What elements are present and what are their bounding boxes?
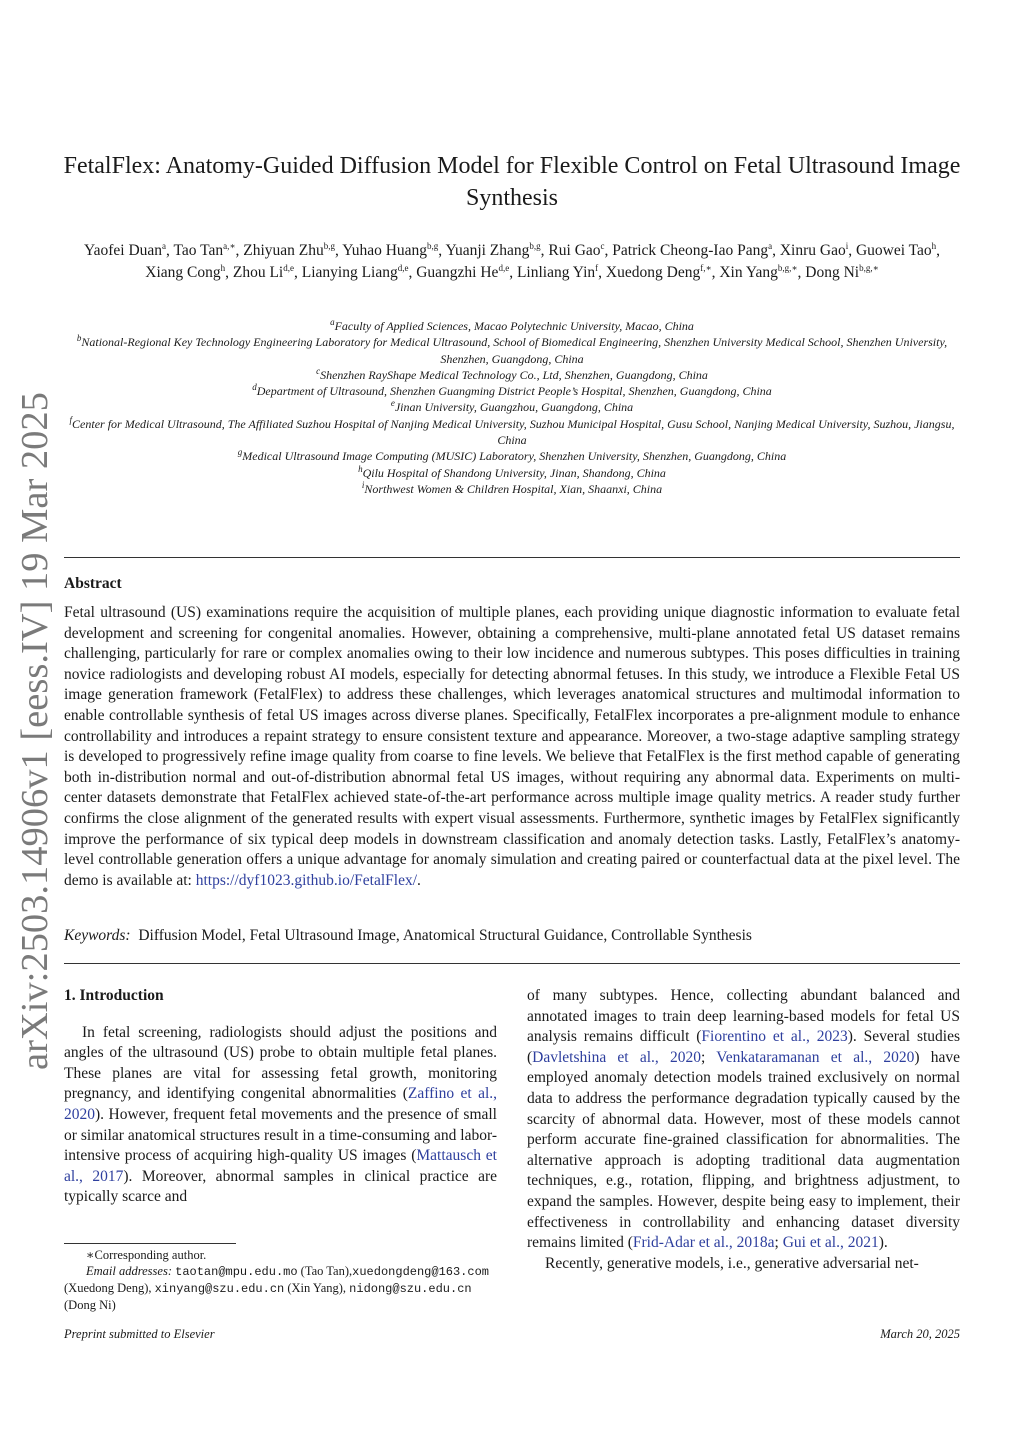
- keywords: [64, 927, 960, 945]
- author: Xin Yang$^{b,g,∗}$: [719, 262, 798, 281]
- author: Xinru Gao$^i$: [779, 240, 849, 259]
- affiliation-key: f: [69, 414, 73, 425]
- citation-link[interactable]: Davletshina et al., 2020: [532, 1048, 702, 1066]
- paper-title: FetalFlex: Anatomy-Guided Diffusion Model for Flexible Control on Fetal Ultrasound Image Synthesis: [63, 153, 961, 211]
- citation-link[interactable]: Venkataramanan et al., 2020: [716, 1048, 915, 1066]
- affiliation: $^e$Jinan University, Guangzhou, Guangdong, China: [390, 398, 634, 415]
- author-affiliation-mark: b,g,∗: [777, 262, 798, 273]
- email-address[interactable]: xinyang@szu.edu.cn: [154, 1282, 285, 1296]
- author: Guowei Tao$^h$: [855, 240, 937, 259]
- affiliation: $^g$Medical Ultrasound Image Computing (MUSIC) Laboratory, Shenzhen University, Shenzhen, Guangdong, China: [237, 447, 787, 464]
- abstract-text: Fetal ultrasound (US) examinations require the acquisition of multiple planes, each providing unique diagnostic information to evaluate fetal development and screening for congenital anomalies. However, obtaining a comprehensive, multi-plane annotated fetal US dataset remains challenging, particularly for rare or complex anomalies owing to their low incidence and numerous subtypes. This poses difficulties in training novice radiologists and developing robust AI models, especially for detecting abnormal fetuses. In this study, we introduce a Flexible Fetal US image generation framework (FetalFlex) to address these challenges, which leverages anatomical structures and multimodal information to enable controllable synthesis of fetal US images across diverse planes. Specifically, FetalFlex incorporates a pre-alignment module to enhance controllability and introduces a repaint strategy to ensure consistent texture and appearance. Moreover, a two-stage adaptive sampling strategy is developed to progressively refine image quality from coarse to fine levels. We believe that FetalFlex is the first method capable of generating both in-distribution normal and out-of-distribution abnormal fetal US images, without requiring any abnormal data. Experiments on multi-center datasets demonstrate that FetalFlex achieved state-of-the-art performance across multiple image quality metrics. A reader study further confirms the close alignment of the generated results with expert visual assessments. Furthermore, synthetic images by FetalFlex significantly improve the performance of six typical deep models in downstream classification and anomaly detection tasks. Lastly, FetalFlex’s anatomy-level controllable generation offers a unique advantage for anomaly simulation and creating paired or counterfactual data at the pixel level. The demo is available at:: [64, 604, 960, 889]
- affiliation-key: c: [316, 365, 321, 376]
- author-affiliation-mark: f,∗: [700, 262, 712, 273]
- email-note: Email addresses: taotan@mpu.edu.mo (Tao Tan),xuedongdeng@163.com (Xuedong Deng), xinyang@szu.edu.cn (Xin Yang), nidong@szu.edu.cn (Dong Ni): [64, 1264, 489, 1312]
- affiliation: $^a$Faculty of Applied Sciences, Macao Polytechnic University, Macao, China: [330, 317, 694, 333]
- author-affiliation-mark: b,g: [427, 240, 439, 251]
- author-affiliation-mark: d,e: [283, 262, 294, 273]
- author: Tao Tan$^{a,∗}$: [173, 240, 236, 259]
- author: Dong $Ni^{b,g,∗}$: [805, 262, 879, 281]
- author-affiliation-mark: f: [595, 262, 599, 273]
- abstract-heading: Abstract: [64, 575, 122, 592]
- email-address[interactable]: xuedongdeng@163.com: [352, 1265, 489, 1279]
- author-list: Yaofei Duan$^a$, Tao Tan$^{a,∗}$, Zhiyuan Zhu$^{b,g}$, Yuhao Huang$^{b,g}$, Yuanji Zhang$^{b,g}$, Rui Gao$^c$, Patrick Cheong-Iao Pang$^a$, Xinru Gao$^i$, Guowei Tao$^h$, Xiang Cong$^h$, Zhou Li$^{d,e}$, Lianying Liang$^{d,e}$, Guangzhi He$^{d,e}$, Linliang Yin$^f$, Xuedong Deng$^{f,∗}$, Xin Yang$^{b,g,∗}$, Dong $Ni^{b,g,∗}$: [83, 240, 941, 281]
- author-affiliation-mark: h: [220, 262, 226, 273]
- author-affiliation-mark: b,g: [529, 240, 541, 251]
- affiliation-key: b: [76, 333, 82, 344]
- author: Zhiyuan Zhu$^{b,g}$: [243, 240, 336, 259]
- affiliation-key: g: [237, 447, 243, 458]
- email-address[interactable]: taotan@mpu.edu.mo: [175, 1265, 298, 1279]
- footnote-rule: [64, 1243, 236, 1244]
- citation-link[interactable]: Frid-Adar et al., 2018a: [632, 1234, 775, 1252]
- footer-date: March 20, 2025: [880, 1327, 960, 1341]
- affiliation: $^i$Northwest Women & Children Hospital, Xian, Shaanxi, China: [361, 479, 663, 496]
- affiliation: $^b$National-Regional Key Technology Engineering Laboratory for Medical Ultrasound, School of Biomedical Engineering, Shenzhen University Medical School, Shenzhen University, Shenzhen, Guangdong, China: [76, 333, 948, 366]
- author: Yaofei Duan$^a$: [83, 240, 167, 259]
- affiliation: $^c$Shenzhen RayShape Medical Technology Co., Ltd, Shenzhen, Guangdong, China: [316, 365, 708, 382]
- corresponding-note: ∗Corresponding author.: [86, 1248, 207, 1262]
- author-affiliation-mark: c: [600, 240, 605, 251]
- footnotes: [64, 1247, 497, 1313]
- citation-link[interactable]: Gui et al., 2021: [782, 1234, 879, 1252]
- author-affiliation-mark: d,e: [397, 262, 409, 273]
- keywords-text: Diffusion Model, Fetal Ultrasound Image, Anatomical Structural Guidance, Controllable Synthesis: [138, 927, 752, 944]
- demo-link[interactable]: https://dyf1023.github.io/FetalFlex/: [195, 871, 418, 889]
- citation-link[interactable]: Zaffino et al., 2020: [64, 1085, 498, 1123]
- citation-link[interactable]: Mattausch et al., 2017: [64, 1147, 497, 1185]
- abstract-body: Fetal ultrasound (US) examinations require the acquisition of multiple planes, each providing unique diagnostic information to evaluate fetal development and screening for congenital anomalies. However, obtaining a comprehensive, multi-plane annotated fetal US dataset remains challenging, particularly for rare or complex anomalies owing to their low incidence and numerous subtypes. This poses difficulties in training novice radiologists and developing robust AI models, especially for detecting abnormal fetuses. In this study, we introduce a Flexible Fetal US image generation framework (FetalFlex) to address these challenges, which leverages anatomical structures and multimodal information to enable controllable synthesis of fetal US images across diverse planes. Specifically, FetalFlex incorporates a pre-alignment module to enhance controllability and introduces a repaint strategy to ensure consistent texture and appearance. Moreover, a two-stage adaptive sampling strategy is developed to progressively refine image quality from coarse to fine levels. We believe that FetalFlex is the first method capable of generating both in-distribution normal and out-of-distribution abnormal fetal US images, without requiring any abnormal data. Experiments on multi-center datasets demonstrate that FetalFlex achieved state-of-the-art performance across multiple image quality metrics. A reader study further confirms the close alignment of the generated results with expert visual assessments. Furthermore, synthetic images by FetalFlex significantly improve the performance of six typical deep models in downstream classification and anomaly detection tasks. Lastly, FetalFlex’s anatomy-level controllable generation offers a unique advantage for anomaly simulation and creating paired or counterfactual data at the pixel level. The demo is available at: https://dyf1023.github.io/FetalFlex/.: [64, 604, 960, 889]
- intro-paragraph-1-cont: of many subtypes. Hence, collecting abundant balanced and annotated images to train deep learning-based models for fetal US analysis remains difficult (Fiorentino et al., 2023). Several studies (Davletshina et al., 2020; Venkataramanan et al., 2020) have employed anomaly detection models trained exclusively on normal data to address the performance degradation typically caused by the scarcity of abnormal data. However, most of these models cannot perform accurate fine-grained classification for abnormalities. The alternative approach is adopting traditional data augmentation techniques, e.g., rotation, flipping, and brightness adjustment, to expand the samples. However, despite being easy to implement, their effectiveness in controllability and enhancing dataset diversity remains limited (Frid-Adar et al., 2018a; Gui et al., 2021).: [527, 987, 961, 1252]
- section-heading-introduction: 1. Introduction: [64, 987, 164, 1004]
- email-address[interactable]: nidong@szu.edu.cn: [349, 1282, 472, 1296]
- author-affiliation-mark: a,∗: [223, 240, 236, 251]
- author-affiliation-mark: i: [845, 240, 849, 251]
- author: Zhou Li$^{d,e}$: [232, 262, 294, 281]
- intro-paragraph-2: Recently, generative models, i.e., generative adversarial net-: [545, 1254, 919, 1272]
- author: Linliang Yin$^f$: [516, 262, 599, 281]
- author-affiliation-mark: a: [768, 240, 773, 251]
- author-affiliation-mark: b,g,∗: [859, 262, 879, 273]
- author-affiliation-mark: a: [162, 240, 167, 251]
- affiliation: $^f$Center for Medical Ultrasound, The Affiliated Suzhou Hospital of Nanjing Medical University, Suzhou Municipal Hospital, Gusu School, Nanjing Medical University, Suzhou, Jiangsu, China: [69, 414, 955, 448]
- author: Xiang Cong$^h$: [145, 262, 226, 281]
- affiliation-key: a: [330, 317, 335, 327]
- column-right: [527, 986, 960, 1274]
- keywords-label: Keywords:: [64, 927, 131, 944]
- author-affiliation-mark: h: [931, 240, 937, 251]
- author: Yuhao Huang$^{b,g}$: [342, 240, 439, 259]
- author: Yuanji Zhang$^{b,g}$: [445, 240, 541, 259]
- affiliation: $^d$Department of Ultrasound, Shenzhen Guangming District People’s Hospital, Shenzhen, Guangdong, China: [252, 382, 772, 399]
- author-affiliation-mark: d,e: [498, 262, 510, 273]
- author: Patrick Cheong-Iao Pang$^a$: [612, 240, 773, 259]
- affiliation: $^h$Qilu Hospital of Shandong University, Jinan, Shandong, China: [358, 463, 666, 480]
- affiliation-list: [64, 318, 960, 497]
- footer-preprint: Preprint submitted to Elsevier: [64, 1327, 215, 1341]
- citation-link[interactable]: Fiorentino et al., 2023: [701, 1028, 848, 1046]
- author: Rui Gao$^c$: [548, 240, 605, 259]
- column-left: [64, 986, 497, 1208]
- affiliation-key: h: [358, 463, 363, 474]
- affiliation-key: d: [252, 382, 257, 393]
- affiliation-key: i: [361, 479, 365, 490]
- arxiv-stamp: arXiv:2503.14906v1 [eess.IV] 19 Mar 2025: [14, 392, 56, 1070]
- affiliation-key: e: [390, 398, 395, 409]
- intro-paragraph-1: In fetal screening, radiologists should adjust the positions and angles of the ultrasound (US) probe to obtain multiple fetal planes. These planes are vital for assessing fetal growth, monitoring pregnancy, and identifying congenital abnormalities (Zaffino et al., 2020). However, frequent fetal movements and the presence of small or similar anatomical structures result in a time-consuming and labor-intensive process of acquiring high-quality US images (Mattausch et al., 2017). Moreover, abnormal samples in clinical practice are typically scarce and: [64, 1023, 498, 1206]
- author: Lianying Liang$^{d,e}$: [301, 262, 409, 281]
- top-rule: [64, 557, 960, 558]
- bottom-rule: [64, 963, 960, 964]
- author: Xuedong Deng$^{f,∗}$: [605, 262, 712, 281]
- author-affiliation-mark: b,g: [323, 240, 336, 251]
- author: Guangzhi He$^{d,e}$: [416, 262, 510, 281]
